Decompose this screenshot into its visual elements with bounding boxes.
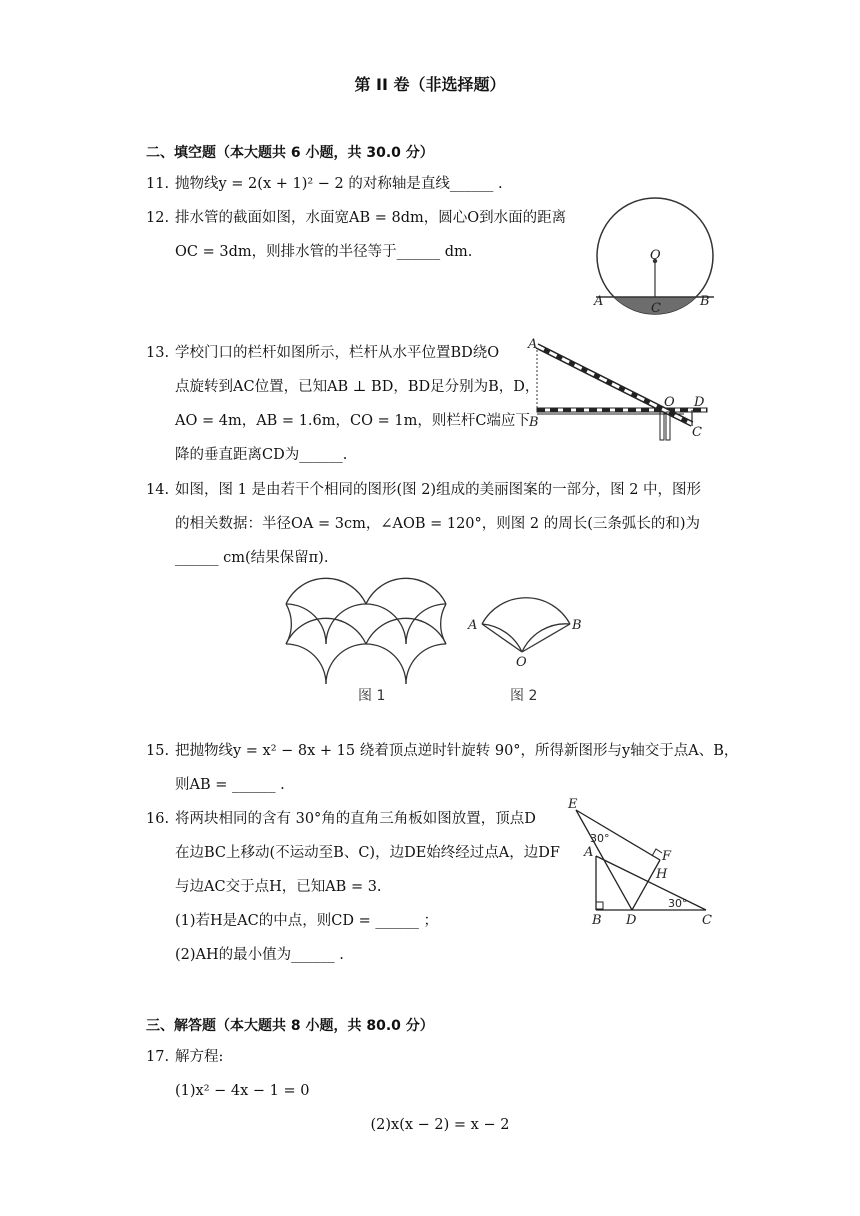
label-b: B <box>529 415 539 430</box>
question-13-line-1: 学校门口的栏杆如图所示，栏杆从水平位置BD绕O <box>175 345 500 361</box>
section-heading-answers: 三、解答题（本大题共 8 小题，共 80.0 分） <box>146 1018 434 1034</box>
label-c: C <box>702 913 712 928</box>
question-16-line-3: 与边AC交于点H，已知AB = 3. <box>175 879 382 895</box>
label-c: C <box>692 425 702 440</box>
section-heading-fill-in: 二、填空题（本大题共 6 小题，共 30.0 分） <box>146 145 434 161</box>
question-number-12: 12. <box>146 210 170 226</box>
question-16-sub-2: (2)AH的最小值为______ . <box>175 947 344 963</box>
label-e: E <box>568 797 578 812</box>
question-number-15: 15. <box>146 743 170 759</box>
figure-1-caption: 图 1 <box>358 688 386 704</box>
figure-1-scale-pattern <box>282 578 452 708</box>
label-d: D <box>626 913 637 928</box>
triangle-boards-figure <box>560 796 720 928</box>
question-17-sub-2: (2)x(x − 2) = x − 2 <box>370 1117 510 1133</box>
barrier-gate-figure <box>524 334 714 446</box>
question-number-14: 14. <box>146 482 170 498</box>
label-c: C <box>651 301 661 316</box>
question-14-line-2: 的相关数据：半径OA = 3cm，∠AOB = 120°，则图 2 的周长(三条弧长的和)为 <box>175 516 701 532</box>
question-number-11: 11. <box>146 176 170 192</box>
label-a: A <box>594 294 604 309</box>
label-b: B <box>572 618 582 633</box>
label-d: D <box>694 395 705 410</box>
question-12-line-2: OC = 3dm，则排水管的半径等于______ dm. <box>175 244 473 260</box>
label-o: O <box>516 655 527 670</box>
angle-label-top: 30° <box>590 832 610 845</box>
question-16-line-1: 将两块相同的含有 30°角的直角三角板如图放置，顶点D <box>175 811 536 827</box>
question-15-line-1: 把抛物线y = x² − 8x + 15 绕着顶点逆时针旋转 90°，所得新图形与y轴交于点A、B， <box>175 743 739 759</box>
label-b: B <box>592 913 602 928</box>
label-a: A <box>528 337 538 352</box>
question-14-line-3: ______ cm(结果保留π). <box>175 550 329 566</box>
question-15-line-2: 则AB = ______ . <box>175 777 285 793</box>
angle-label-right: 30° <box>668 897 688 910</box>
question-number-16: 16. <box>146 811 170 827</box>
figure-2-sector <box>466 592 586 708</box>
question-13-line-4: 降的垂直距离CD为______. <box>175 447 348 463</box>
question-number-17: 17. <box>146 1049 170 1065</box>
label-o: O <box>650 248 661 263</box>
question-12-line-1: 排水管的截面如图，水面宽AB = 8dm，圆心O到水面的距离 <box>175 210 567 226</box>
question-16-line-2: 在边BC上移动(不运动至B、C)，边DE始终经过点A，边DF <box>175 845 560 861</box>
figure-2-caption: 图 2 <box>510 688 538 704</box>
page-title: 第 II 卷（非选择题） <box>354 75 506 94</box>
question-13-line-3: AO = 4m，AB = 1.6m，CO = 1m，则栏杆C端应下 <box>175 413 530 429</box>
label-f: F <box>662 849 672 864</box>
label-o: O <box>664 395 675 410</box>
question-16-sub-1: (1)若H是AC的中点，则CD = ______ ； <box>175 913 438 929</box>
label-a: A <box>584 845 594 860</box>
question-number-13: 13. <box>146 345 170 361</box>
label-b: B <box>700 294 710 309</box>
question-17-sub-1: (1)x² − 4x − 1 = 0 <box>175 1083 310 1099</box>
question-14-line-1: 如图，图 1 是由若干个相同的图形(图 2)组成的美丽图案的一部分，图 2 中，图形 <box>175 482 702 498</box>
question-13-line-2: 点旋转到AC位置，已知AB ⊥ BD，BD足分别为B，D， <box>175 379 540 395</box>
label-a: A <box>468 618 478 633</box>
pipe-cross-section-figure <box>586 196 726 322</box>
label-h: H <box>656 867 668 882</box>
question-17-text: 解方程: <box>175 1049 224 1065</box>
question-11-text: 抛物线y = 2(x + 1)² − 2 的对称轴是直线______ . <box>175 176 503 192</box>
